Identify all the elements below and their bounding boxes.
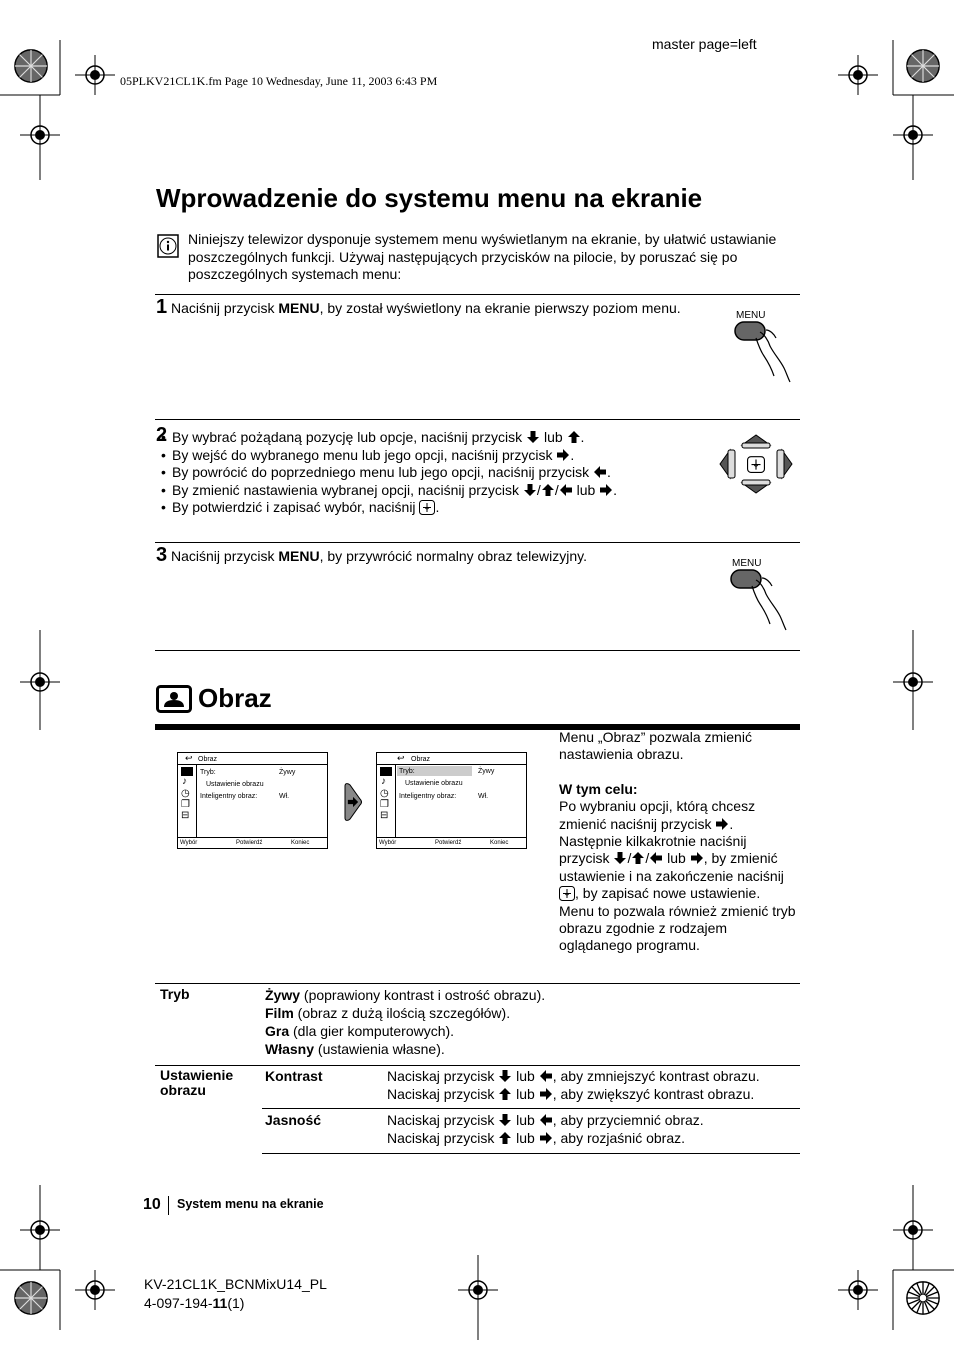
ok-button-icon xyxy=(559,886,575,901)
right-arrow-icon xyxy=(344,782,362,822)
left-arrow-icon xyxy=(539,1113,553,1127)
left-arrow-icon xyxy=(539,1069,553,1083)
table-row-label: Tryb xyxy=(160,986,190,1002)
up-arrow-icon xyxy=(567,430,581,444)
up-arrow-icon xyxy=(498,1131,512,1145)
table-rule xyxy=(262,1153,800,1154)
table-rule xyxy=(155,983,800,984)
left-arrow-icon xyxy=(593,465,607,479)
table-row-jasnosc: Naciskaj przycisk lub , aby przyciemnić obraz. Naciskaj przycisk lub , aby rozjaśnić obraz. xyxy=(387,1112,704,1146)
down-arrow-icon xyxy=(498,1113,512,1127)
table-row-kontrast: Naciskaj przycisk lub , aby zmniejszyć kontrast obrazu. Naciskaj przycisk lub , aby zwiększyć kontrast obrazu. xyxy=(387,1068,760,1102)
obraz-description: Menu „Obraz” pozwala zmienić nastawienia obrazu. W tym celu: Po wybraniu opcji, którą chcesz zmienić naciśnij przycisk . Następnie kilkakrotnie naciśnij przycisk / / lub , by zmienić ustawienie i na zakończenie naciśnij , by zapisać nowe ustawienie. Menu to pozwala również zmienić tryb obrazu zgodnie z rodzajem oglądanego programu. xyxy=(559,729,796,954)
right-arrow-icon xyxy=(599,483,613,497)
down-arrow-icon xyxy=(526,430,540,444)
table-subrow-label: Kontrast xyxy=(265,1068,323,1084)
table-row-label: Ustawienie obrazu xyxy=(160,1067,234,1098)
divider xyxy=(155,542,800,543)
left-arrow-icon xyxy=(649,851,663,865)
footer-section: System menu na ekranie xyxy=(177,1197,324,1211)
divider xyxy=(155,650,800,651)
picture-icon xyxy=(156,685,192,713)
section-title: Wprowadzenie do systemu menu na ekranie xyxy=(156,183,703,213)
right-arrow-icon xyxy=(539,1131,553,1145)
right-arrow-icon xyxy=(690,851,704,865)
up-arrow-icon xyxy=(631,851,645,865)
down-arrow-icon xyxy=(498,1069,512,1083)
up-arrow-icon xyxy=(498,1087,512,1101)
table-rule xyxy=(155,1065,800,1066)
section-title-obraz: Obraz xyxy=(156,683,272,714)
step-1: 1 Naciśnij przycisk MENU, by został wyświetlony na ekranie pierwszy poziom menu. xyxy=(156,296,681,318)
table-rule xyxy=(262,1108,800,1109)
down-arrow-icon xyxy=(613,851,627,865)
divider xyxy=(155,419,800,420)
step-2: 2 • By wybrać pożądaną pozycję lub opcje, naciśnij przycisk lub . • By wejść do wybranego menu lub jego opcji, naciśnij przycisk . • By powrócić do poprzedniego menu lub jego opcji, naciśnij przycisk . • By zmienić nastawienia wybranej opcji, naciśnij przycisk / / lub . • By potwierdzić i zapisać wybór, naciśnij . xyxy=(156,424,617,517)
page-number: 10 xyxy=(143,1196,161,1213)
intro-note: Niniejszy telewizor dysponuje systemem menu wyświetlanym na ekranie, by ułatwić ustawianie poszczególnych funkcji. Używaj następujących przycisków na pilocie, by poruszać się po poszczególnych systemach menu: xyxy=(188,231,777,282)
right-arrow-icon xyxy=(556,448,570,462)
menu-button-hand-icon xyxy=(730,308,800,388)
right-arrow-icon xyxy=(715,817,729,831)
table-row-tryb: Żywy (poprawiony kontrast i ostrość obrazu). Film (obraz z dużą ilością szczegółów). Gra (dla gier komputerowych). Własny (ustawienia własne). xyxy=(265,987,546,1057)
left-arrow-icon xyxy=(559,483,573,497)
info-icon xyxy=(157,234,179,258)
right-arrow-icon xyxy=(539,1087,553,1101)
up-arrow-icon xyxy=(541,483,555,497)
footer-divider xyxy=(168,1196,169,1215)
file-header: 05PLKV21CL1K.fm Page 10 Wednesday, June 11, 2003 6:43 PM xyxy=(120,74,438,88)
ok-button-icon xyxy=(419,500,435,515)
master-page-label: master page=left xyxy=(652,36,757,52)
dpad-icon xyxy=(718,433,794,495)
down-arrow-icon xyxy=(523,483,537,497)
menu-screen-2: Obraz ↩ ♪ ◷ ❐ ⊟ Tryb: Żywy Ustawienie obrazu Inteligentny obraz: Wł. Wybór Potwierdź Koniec xyxy=(376,752,527,849)
step-3: 3 Naciśnij przycisk MENU, by przywrócić normalny obraz telewizyjny. xyxy=(156,544,587,566)
menu-screen-1: Obraz ↩ ♪ ◷ ❐ ⊟ Tryb: Żywy Ustawienie obrazu Inteligentny obraz: Wł. Wybór Potwierdź Koniec xyxy=(177,752,328,849)
table-subrow-label: Jasność xyxy=(265,1112,322,1128)
divider xyxy=(155,294,800,295)
menu-button-hand-icon xyxy=(726,556,796,636)
footer-code: KV-21CL1K_BCNMixU14_PL 4-097-194-11(1) xyxy=(144,1276,327,1311)
